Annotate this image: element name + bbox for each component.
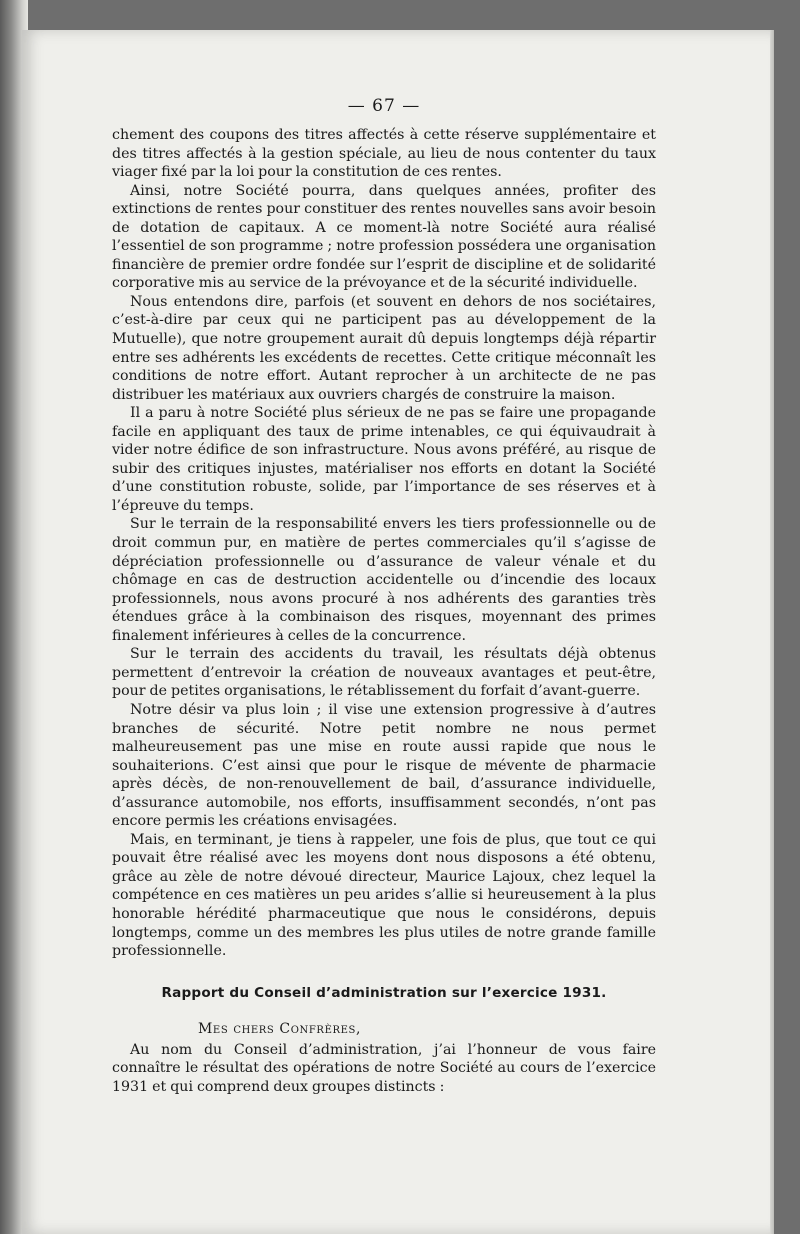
paragraph: Mais, en terminant, je tiens à rappeler, une fois de plus, que tout ce qui pouvait être réalisé avec les moyens dont nous disposons a été obtenu, grâce au zèle de notre dévoué directeur, Maurice Lajoux, chez lequel la compétence en ces matières un peu arides s’allie si heureusement à la plus honorable hérédité pharmaceutique que nous le considérons, depuis longtemps, comme un des membres les plus utiles de notre grande famille professionnelle. (112, 831, 656, 960)
paragraph: Ainsi, notre Société pourra, dans quelques années, profiter des extinctions de rentes pour constituer des rentes nouvelles sans avoir besoin de dotation de capitaux. A ce moment-là notre Société aura réalisé l’essentiel de son programme ; notre profession possédera une organisation financière de premier ordre fondée sur l’esprit de discipline et de solidarité corporative mis au service de la prévoyance et de la sécurité individuelle. (112, 182, 656, 292)
paragraph: Sur le terrain des accidents du travail, les résultats déjà obtenus permettent d’entrevoir la création de nouveaux avantages et peut-être, pour de petites organisations, le rétablissement du forfait d’avant-guerre. (112, 646, 656, 700)
page-edge (770, 30, 774, 1234)
closing-paragraph: Au nom du Conseil d’administration, j’ai l’honneur de vous faire connaître le résultat des opérations de notre Société au cours de l’exercice 1931 et qui comprend deux groupes distincts : (112, 1041, 656, 1095)
paragraph: Sur le terrain de la responsabilité envers les tiers professionnelle ou de droit commun pur, en matière de pertes commerciales qu’il s’agisse de dépréciation professionnelle ou d’assurance de valeur vénale et du chômage en cas de destruction accidentelle ou d’incendie des locaux professionnels, nous avons procuré à nos adhérents des garanties très étendues grâce à la combinaison des risques, moyennant des primes finalement inférieures à celles de la concurrence. (112, 516, 656, 644)
paragraph: Notre désir va plus loin ; il vise une extension progressive à d’autres branches de sécurité. Notre petit nombre ne nous permet malheureusement pas une mise en route aussi rapide que nous le souhaiterions. C’est ainsi que pour le risque de mévente de pharmacie après décès, de non-renouvellement de bail, d’assurance individuelle, d’assurance automobile, nos efforts, insuffisamment secondés, n’ont pas encore permis les créations envisagées. (112, 701, 656, 830)
paragraph: Nous entendons dire, parfois (et souvent en dehors de nos sociétaires, c’est-à-dire par ceux qui ne participent pas au développement de la Mutuelle), que notre groupement aurait dû depuis longtemps déjà répartir entre ses adhérents les excédents de recettes. Cette critique méconnaît les conditions de notre effort. Autant reprocher à un architecte de ne pas distribuer les matériaux aux ouvriers chargés de construire la maison. (112, 293, 656, 403)
paragraph: Il a paru à notre Société plus sérieux de ne pas se faire une propagande facile en appliquant des taux de prime intenables, ce qui équivaudrait à vider notre édifice de son infrastructure. Nous avons préféré, au risque de subir des critiques injustes, matérialiser nos efforts en dotant la Société d’une constitution robuste, solide, par l’importance de ses réserves et à l’épreuve du temps. (112, 405, 656, 514)
section-heading: Rapport du Conseil d’administration sur l’exercice 1931. (161, 984, 607, 1001)
salutation: Mes chers Confrères, (198, 1020, 361, 1037)
page-content (112, 96, 656, 1096)
paragraph: chement des coupons des titres affectés à cette réserve supplémentaire et des titres affectés à la gestion spéciale, au lieu de nous contenter du taux viager fixé par la loi pour la constitution de ces rentes. (112, 127, 656, 181)
page-number: — 67 — (347, 96, 421, 116)
